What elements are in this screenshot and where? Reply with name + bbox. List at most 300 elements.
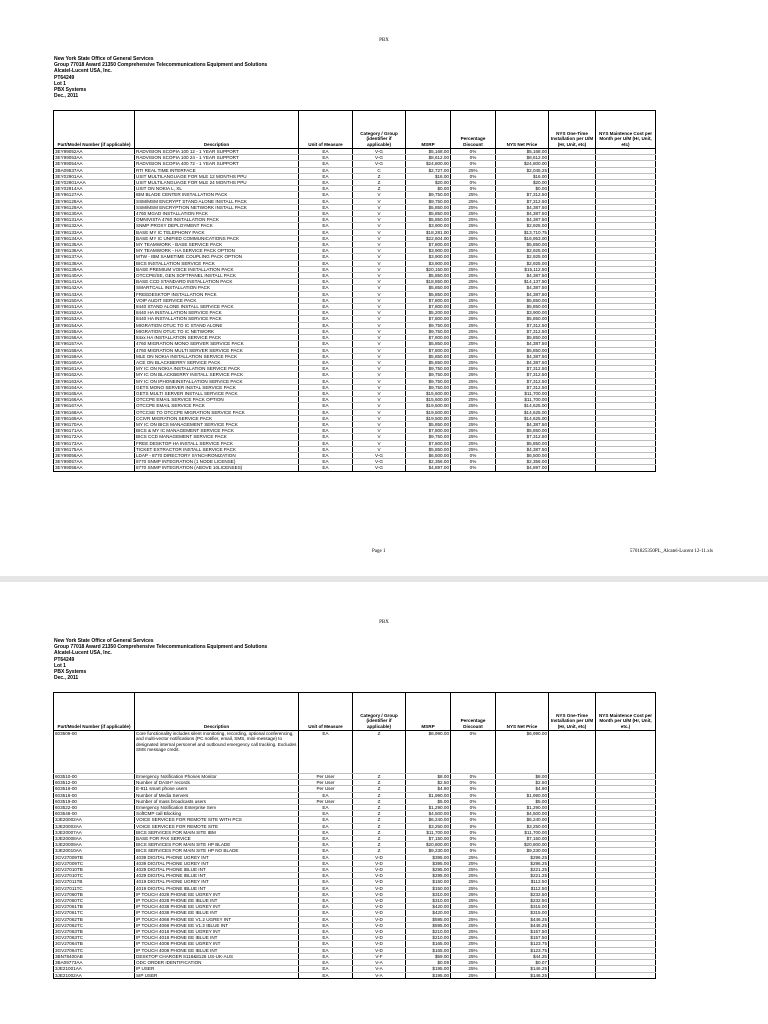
part-cell: 3BN78400AB (54, 953, 135, 959)
net-price-cell: $296.25 (496, 860, 549, 866)
net-price-cell: $11,700.00 (496, 397, 549, 403)
discount-cell: 25% (451, 916, 496, 922)
maintenance-cell (596, 731, 656, 774)
part-cell: 3EY96141AA (54, 279, 135, 285)
msrp-cell: $5,850.00 (406, 341, 451, 347)
unit-cell: EA (299, 885, 353, 891)
net-price-cell: $221.25 (496, 873, 549, 879)
discount-cell: 0% (451, 842, 496, 848)
category-cell: V-D (353, 898, 406, 904)
net-price-cell: $8.00 (496, 774, 549, 780)
category-cell: V (353, 204, 406, 210)
net-price-cell: $8,612.00 (496, 155, 549, 161)
category-cell: Z (353, 180, 406, 186)
category-cell: V (353, 440, 406, 446)
unit-cell: EA (299, 966, 353, 972)
category-cell: V (353, 341, 406, 347)
discount-cell: 0% (451, 161, 496, 167)
one-time-cell (549, 972, 596, 978)
description-cell: GETS MULTI SERVER INSTALL SERVICE PACK (135, 390, 299, 396)
net-price-cell: $14,625.00 (496, 403, 549, 409)
description-cell: MY TEAMWORK - BASE SERVICE PACK (135, 242, 299, 248)
net-price-cell: $4,387.50 (496, 285, 549, 291)
discount-cell: 0% (451, 817, 496, 823)
msrp-cell: $9,750.00 (406, 384, 451, 390)
net-price-cell: $232.50 (496, 891, 549, 897)
msrp-cell: $310.00 (406, 891, 451, 897)
category-cell: V-G (353, 465, 406, 471)
contract-line: PT64249 (54, 74, 75, 81)
description-cell: IP TOUCH 4038 PHONE EE IBLUE INT (135, 910, 299, 916)
part-cell: 3JE20010AA (54, 848, 135, 854)
category-cell: V-A (353, 960, 406, 966)
col-unit: Unit of Measure (299, 111, 353, 149)
msrp-cell: $15,600.00 (406, 397, 451, 403)
discount-cell: 25% (451, 910, 496, 916)
category-cell: V-D (353, 891, 406, 897)
discount-cell: 25% (451, 440, 496, 446)
discount-cell: 25% (451, 316, 496, 322)
discount-cell: 25% (451, 223, 496, 229)
discount-cell: 25% (451, 384, 496, 390)
discount-cell: 0% (451, 155, 496, 161)
unit-cell: EA (299, 811, 353, 817)
description-cell: BASE CCD STANDARD INSTALLATION PACK (135, 279, 299, 285)
discount-cell: 25% (451, 397, 496, 403)
msrp-cell: $165.00 (406, 947, 451, 953)
msrp-cell: $2.50 (406, 780, 451, 786)
part-cell: 3EY96169AA (54, 415, 135, 421)
col-part: Part/Model Number (if applicable) (54, 693, 135, 731)
description-cell: VOIP AUDIT SERVICE PACK (135, 297, 299, 303)
unit-cell: EA (299, 279, 353, 285)
discount-cell: 25% (451, 229, 496, 235)
category-cell: V (353, 434, 406, 440)
description-cell: RADVISION SCOPIA 100 24 - 1 YEAR SUPPORT (135, 155, 299, 161)
contract-line: PT64249 (54, 656, 75, 663)
unit-cell: EA (299, 359, 353, 365)
category-cell: V (353, 273, 406, 279)
category-cell: V (353, 304, 406, 310)
part-cell: 3EY96156AA (54, 335, 135, 341)
unit-cell: EA (299, 867, 353, 873)
part-cell: 3GV27062TC (54, 922, 135, 928)
category-line: PBX Systems (54, 87, 87, 94)
part-cell: 3EY96150AA (54, 297, 135, 303)
net-price-cell: $16,953.00 (496, 235, 549, 241)
net-price-cell: $9,230.00 (496, 848, 549, 854)
description-cell: IBM BLADE CENTER INSTALLATION PACK (135, 192, 299, 198)
category-cell: V-D (353, 922, 406, 928)
description-cell: SNMP PROXY DEPLOYMENT PACK (135, 223, 299, 229)
unit-cell: EA (299, 916, 353, 922)
discount-cell: 25% (451, 359, 496, 365)
msrp-cell: $9,750.00 (406, 372, 451, 378)
part-cell: 3EY96136AA (54, 248, 135, 254)
category-cell: V (353, 285, 406, 291)
part-cell: 3EY96170AA (54, 421, 135, 427)
col-one-time: NYS One-Time Installation per U/M (Hr, Unit, etc) (549, 693, 596, 731)
net-price-cell: $1,990.00 (496, 792, 549, 798)
description-cell: IP TOUCH 4068 PHONE EE V1.2 IBLUE INT (135, 922, 299, 928)
discount-cell: 0% (451, 173, 496, 179)
net-price-cell: $446.25 (496, 916, 549, 922)
description-cell: MY IC ON IPHONEINSTALLATION SERVICE PACK (135, 378, 299, 384)
part-cell: 3EY96163AA (54, 378, 135, 384)
net-price-cell: $7,150.00 (496, 836, 549, 842)
description-cell: RADVISION SCOPIA 100 12 - 1 YEAR SUPPORT (135, 149, 299, 155)
description-cell: CCIVR MIGRATION SERVICE PACK (135, 415, 299, 421)
unit-cell: EA (299, 817, 353, 823)
net-price-cell: $4,387.50 (496, 353, 549, 359)
description-cell: ACE ON BLACKBERRY SERVICE PACK (135, 359, 299, 365)
part-cell: 3EY96134AA (54, 235, 135, 241)
msrp-cell: $3,250.00 (406, 823, 451, 829)
category-cell: V (353, 415, 406, 421)
col-one-time: NYS One-Time Installation per U/M (Hr, Unit, etc) (549, 111, 596, 149)
net-price-cell: $4,500.00 (496, 811, 549, 817)
col-part: Part/Model Number (if applicable) (54, 111, 135, 149)
unit-cell: EA (299, 341, 353, 347)
msrp-cell: $5,850.00 (406, 211, 451, 217)
description-cell: Number of Media Servers (135, 792, 299, 798)
category-cell: V (353, 242, 406, 248)
net-price-cell: $3,900.00 (496, 310, 549, 316)
description-cell: OTCCPE/SE, GEN SOFTPANEL INSTALL PACK (135, 273, 299, 279)
discount-cell: 25% (451, 353, 496, 359)
msrp-cell: $5,850.00 (406, 273, 451, 279)
discount-cell: 25% (451, 310, 496, 316)
description-cell: 4039 DIGITAL PHONE UGREY INT (135, 860, 299, 866)
discount-cell: 0% (451, 823, 496, 829)
category-cell: Z (353, 774, 406, 780)
msrp-cell: $595.00 (406, 922, 451, 928)
discount-cell: 0% (451, 452, 496, 458)
unit-cell: EA (299, 854, 353, 860)
col-maintenance: NYS Maintence Cost per Month per U/M (Hr, Unit, etc.) (596, 693, 656, 731)
unit-cell: EA (299, 409, 353, 415)
discount-cell: 25% (451, 335, 496, 341)
part-cell: 3EY96159AA (54, 353, 135, 359)
discount-cell: 25% (451, 217, 496, 223)
description-cell: RTI REAL TIME INTERFACE (135, 167, 299, 173)
net-price-cell: $5,850.00 (496, 428, 549, 434)
msrp-cell: $5,168.00 (406, 149, 451, 155)
unit-cell: Per User (299, 774, 353, 780)
discount-cell: 0% (451, 180, 496, 186)
msrp-cell: $395.00 (406, 854, 451, 860)
net-price-cell: $4,387.50 (496, 359, 549, 365)
part-cell: 3EY96166AA (54, 397, 135, 403)
msrp-cell: $295.00 (406, 867, 451, 873)
description-cell: USIT MULTILANGUAGE FOR MLE 24 MONTHS PPU (135, 180, 299, 186)
unit-cell: EA (299, 322, 353, 328)
maintenance-cell (596, 972, 656, 978)
part-cell: 3EY96142AA (54, 285, 135, 291)
part-cell: 3GV27062TB (54, 916, 135, 922)
unit-cell: EA (299, 384, 353, 390)
agency-line: New York State Office of General Services (54, 638, 154, 644)
msrp-cell: $0.00 (406, 186, 451, 192)
description-cell: 4760 MGAD INSTALLATION PACK (135, 211, 299, 217)
discount-cell: 0% (451, 731, 496, 774)
unit-cell: EA (299, 149, 353, 155)
discount-cell: 25% (451, 291, 496, 297)
description-cell: 8440 HA INSTALLATION SERVICE PACK (135, 310, 299, 316)
category-cell: V (353, 279, 406, 285)
description-cell: IP TOUCH 4018 PHONE EE UGREY INT (135, 929, 299, 935)
discount-cell: 0% (451, 798, 496, 804)
msrp-cell: $9,750.00 (406, 328, 451, 334)
category-cell: V (353, 384, 406, 390)
discount-cell: 25% (451, 854, 496, 860)
part-cell: 3GV27010TB (54, 867, 135, 873)
part-cell: 3EY96175AA (54, 446, 135, 452)
msrp-cell: $18,281.00 (406, 229, 451, 235)
discount-cell: 25% (451, 904, 496, 910)
msrp-cell: $1,990.00 (406, 792, 451, 798)
unit-cell: EA (299, 860, 353, 866)
unit-cell: Per User (299, 798, 353, 804)
unit-cell: EA (299, 335, 353, 341)
col-maintenance: NYS Maintence Cost per Month per U/M (Hr, Unit, etc) (596, 111, 656, 149)
description-cell: IP TOUCH 4008 PHONE EE UGREY INT (135, 941, 299, 947)
msrp-cell: $7,150.00 (406, 836, 451, 842)
discount-cell: 25% (451, 867, 496, 873)
unit-cell: EA (299, 421, 353, 427)
part-cell: 3GV27064TB (54, 941, 135, 947)
msrp-cell: $6,990.00 (406, 731, 451, 774)
discount-cell: 0% (451, 774, 496, 780)
net-price-cell: $20,800.00 (496, 842, 549, 848)
part-cell: 3EY96161AA (54, 366, 135, 372)
msrp-cell: $7,800.00 (406, 440, 451, 446)
msrp-cell: $2,356.00 (406, 459, 451, 465)
description-cell: IP TOUCH 4028 PHONE EE UGREY INT (135, 891, 299, 897)
net-price-cell: $146.25 (496, 966, 549, 972)
description-cell: MIGRATION OTUC TO IC NETWORK (135, 328, 299, 334)
unit-cell: EA (299, 929, 353, 935)
category-cell: V (353, 310, 406, 316)
part-cell: 3EY96133AA (54, 229, 135, 235)
unit-cell: EA (299, 161, 353, 167)
discount-cell: 25% (451, 922, 496, 928)
msrp-cell: $5,850.00 (406, 217, 451, 223)
discount-cell: 25% (451, 879, 496, 885)
part-cell: 603518-00 (54, 792, 135, 798)
category-cell: V (353, 366, 406, 372)
unit-cell: EA (299, 972, 353, 978)
description-cell: IP TOUCH 4028 PHONE EE IBLUE INT (135, 898, 299, 904)
description-cell: 4039 DIGITAL PHONE UGREY INT (135, 854, 299, 860)
category-cell: V-D (353, 904, 406, 910)
discount-cell: 0% (451, 805, 496, 811)
net-price-cell: $6,240.00 (496, 817, 549, 823)
description-cell: BICS INSTALLATION SERVICE PACK (135, 260, 299, 266)
category-cell: V (353, 390, 406, 396)
net-price-cell: $296.25 (496, 854, 549, 860)
net-price-cell: $7,312.50 (496, 322, 549, 328)
net-price-cell: $7,312.50 (496, 198, 549, 204)
unit-cell: EA (299, 167, 353, 173)
description-cell: MY IC ON NOKIA INSTALLATION SERVICE PACK (135, 366, 299, 372)
unit-cell: EA (299, 223, 353, 229)
unit-cell: EA (299, 155, 353, 161)
unit-cell: EA (299, 266, 353, 272)
part-cell: 3JE20007AA (54, 829, 135, 835)
part-cell: 603522-00 (54, 805, 135, 811)
group-line: Group 77018 Award 21350 Comprehensive Telecommunications Equipment and Solutions (54, 62, 268, 69)
category-cell: V (353, 229, 406, 235)
unit-cell: EA (299, 836, 353, 842)
msrp-cell: $210.00 (406, 929, 451, 935)
discount-cell: 25% (451, 328, 496, 334)
description-cell: 4019 DIGITAL PHONE UGREY INT (135, 879, 299, 885)
description-cell: FREEDESKTOP INSTALLATION PACK (135, 291, 299, 297)
discount-cell: 25% (451, 891, 496, 897)
part-cell: 3EY99054AA (54, 161, 135, 167)
unit-cell: Per User (299, 780, 353, 786)
msrp-cell: $59.00 (406, 953, 451, 959)
part-cell: 3EY96131AA (54, 217, 135, 223)
description-cell: MY IC ON BICS MANAGEMENT SERVICE PACK (135, 421, 299, 427)
net-price-cell: $7,312.50 (496, 372, 549, 378)
net-price-cell: $0.07 (496, 960, 549, 966)
category-cell: V (353, 421, 406, 427)
part-cell: 3EY96154AA (54, 322, 135, 328)
category-cell: Z (353, 173, 406, 179)
net-price-cell: $20.00 (496, 180, 549, 186)
col-net-price: NYS Net Price (496, 693, 549, 731)
discount-cell: 25% (451, 409, 496, 415)
part-cell: 3EY96173AA (54, 440, 135, 446)
discount-cell: 25% (451, 273, 496, 279)
part-cell: 3EY96132AA (54, 223, 135, 229)
maintenance-cell (596, 465, 656, 471)
col-description: Description (135, 111, 299, 149)
description-cell: Number of DASH* records (135, 780, 299, 786)
category-cell: V-D (353, 916, 406, 922)
category-cell: Z (353, 805, 406, 811)
part-cell: 3EY96172AA (54, 434, 135, 440)
category-cell: V (353, 291, 406, 297)
description-cell: 4029 DIGITAL PHONE IBLUE INT (135, 873, 299, 879)
msrp-cell: $295.00 (406, 873, 451, 879)
discount-cell: 25% (451, 347, 496, 353)
description-cell: BICS SERVICES FOR MAIN SITE HP NO BLADE (135, 848, 299, 854)
part-cell: 3EY96167AA (54, 403, 135, 409)
msrp-cell: $3,900.00 (406, 248, 451, 254)
category-cell: V (353, 266, 406, 272)
unit-cell: EA (299, 941, 353, 947)
unit-cell: EA (299, 229, 353, 235)
unit-cell: EA (299, 434, 353, 440)
description-cell: LDAP - 8770 DIRECTORY SYNCHRONIZATION (135, 452, 299, 458)
unit-cell: EA (299, 310, 353, 316)
category-cell: V-D (353, 885, 406, 891)
discount-cell: 25% (451, 415, 496, 421)
running-header: PBX (379, 38, 389, 43)
description-cell: ODC ORDER IDENTIFICATION (135, 960, 299, 966)
description-cell: 4019 DIGITAL PHONE IBLUE INT (135, 885, 299, 891)
discount-cell: 25% (451, 266, 496, 272)
net-price-cell: $7,312.50 (496, 378, 549, 384)
discount-cell: 25% (451, 260, 496, 266)
msrp-cell: $5,850.00 (406, 446, 451, 452)
part-cell: 3EY96130AA (54, 211, 135, 217)
part-cell: 3JE20003AA (54, 823, 135, 829)
category-cell: Z (353, 798, 406, 804)
discount-cell: 25% (451, 198, 496, 204)
category-cell: V (353, 235, 406, 241)
msrp-cell: $16.00 (406, 173, 451, 179)
net-price-cell: $2,925.00 (496, 248, 549, 254)
unit-cell: EA (299, 935, 353, 941)
net-price-cell: $112.50 (496, 885, 549, 891)
msrp-cell: $20,800.00 (406, 842, 451, 848)
description-cell: VOICE SERVICES FOR REMOTE SITE WITH PCS (135, 817, 299, 823)
discount-cell: 25% (451, 960, 496, 966)
unit-cell: EA (299, 211, 353, 217)
msrp-cell: $5,850.00 (406, 291, 451, 297)
net-price-cell: $3,250.00 (496, 823, 549, 829)
net-price-cell: $24,800.00 (496, 161, 549, 167)
header-row (54, 693, 656, 731)
discount-cell: 25% (451, 947, 496, 953)
description-cell: E-911 smart phone users (135, 786, 299, 792)
unit-cell: EA (299, 465, 353, 471)
part-cell: 3EY96140AA (54, 273, 135, 279)
category-cell: V-D (353, 947, 406, 953)
unit-cell: EA (299, 397, 353, 403)
net-price-cell: $4,387.50 (496, 273, 549, 279)
msrp-cell: $7,800.00 (406, 347, 451, 353)
discount-cell: 25% (451, 972, 496, 978)
part-cell: 3GV27011TB (54, 879, 135, 885)
part-cell: 3GV27010TC (54, 873, 135, 879)
net-price-cell: $11,700.00 (496, 390, 549, 396)
unit-cell: EA (299, 366, 353, 372)
discount-cell: 0% (451, 792, 496, 798)
discount-cell: 25% (451, 322, 496, 328)
discount-cell: 0% (451, 836, 496, 842)
category-cell: V (353, 211, 406, 217)
category-cell: Z (353, 842, 406, 848)
net-price-cell: $4,387.50 (496, 446, 549, 452)
part-cell: 3EY99057AA (54, 459, 135, 465)
category-cell: V-D (353, 873, 406, 879)
net-price-cell: $1,290.00 (496, 805, 549, 811)
msrp-cell: $5,200.00 (406, 310, 451, 316)
msrp-cell: $195.00 (406, 972, 451, 978)
category-cell: V-G (353, 149, 406, 155)
unit-cell: EA (299, 173, 353, 179)
part-cell: 3EY99058AA (54, 465, 135, 471)
net-price-cell: $5,850.00 (496, 347, 549, 353)
category-cell: Z (353, 186, 406, 192)
unit-cell: EA (299, 848, 353, 854)
msrp-cell: $195.00 (406, 966, 451, 972)
part-cell: 3EY96153AA (54, 316, 135, 322)
description-cell: SoftCMP call Blocking (135, 811, 299, 817)
category-cell: V (353, 378, 406, 384)
msrp-cell: $15,600.00 (406, 390, 451, 396)
discount-cell: 25% (451, 366, 496, 372)
category-cell: V (353, 248, 406, 254)
net-price-cell: $15,112.50 (496, 266, 549, 272)
discount-cell: 25% (451, 204, 496, 210)
part-cell: 603510-00 (54, 774, 135, 780)
